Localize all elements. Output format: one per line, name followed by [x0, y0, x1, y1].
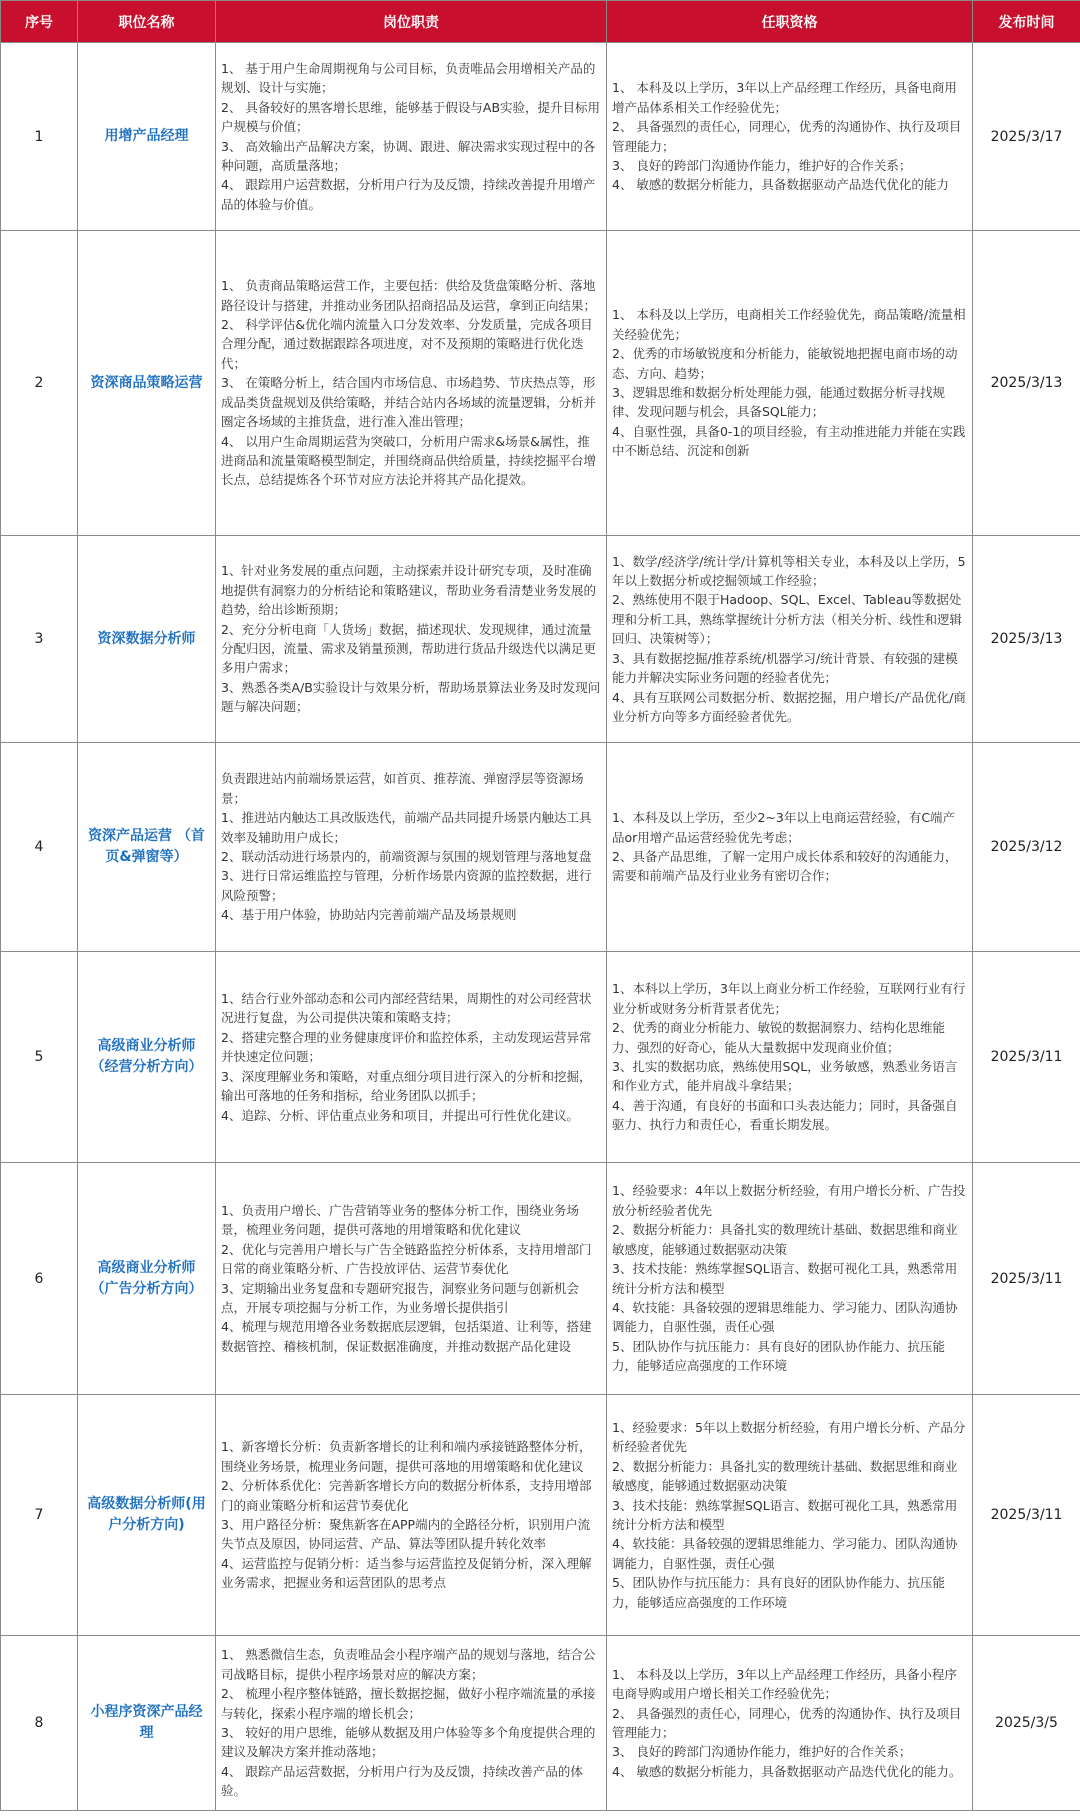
table-row — [1, 1395, 1080, 1636]
publish-date: 2025/3/13 — [973, 231, 1080, 536]
publish-date: 2025/3/5 — [973, 1636, 1080, 1811]
job-title: 小程序资深产品经理 — [78, 1636, 216, 1811]
job-duties: 1、 熟悉微信生态，负责唯品会小程序端产品的规划与落地，结合公司战略目标，提供小程序场景对应的解决方案； 2、 梳理小程序整体链路，擅长数据挖掘，做好小程序端流量的承接与转化，探索小程序端的增长机会； 3、 较好的用户思维，能够从数据及用户体验等多个角度提供合理的建议及解决方案并推动落地； 4、 跟踪产品运营数据，分析用户行为及反馈，持续改善产品的体验。 — [216, 1636, 607, 1811]
job-duties: 1、新客增长分析：负责新客增长的让利和端内承接链路整体分析，围绕业务场景，梳理业务问题，提供可落地的用增策略和优化建议 2、分析体系优化：完善新客增长方向的数据分析体系，支持用增部门的商业策略分析和运营节奏优化 3、用户路径分析：聚焦新客在APP端内的全路径分析，识别用户流失节点及原因，协同运营、产品、算法等团队提升转化效率 4、运营监控与促销分析：适当参与运营监控及促销分析，深入理解业务需求，把握业务和运营团队的思考点 — [216, 1395, 607, 1636]
row-index: 7 — [1, 1395, 78, 1636]
job-duties: 1、 基于用户生命周期视角与公司目标，负责唯品会用增相关产品的规划、设计与实施； 2、 具备较好的黑客增长思维，能够基于假设与AB实验，提升目标用户规模与价值； 3、 高效输出产品解决方案，协调、跟进、解决需求实现过程中的各种问题，高质量落地； 4、 跟踪用户运营数据，分析用户行为及反馈，持续改善提升用增产品的体验与价值。 — [216, 43, 607, 231]
job-duties: 1、结合行业外部动态和公司内部经营结果，周期性的对公司经营状况进行复盘，为公司提供决策和策略支持； 2、搭建完整合理的业务健康度评价和监控体系，主动发现运营异常并快速定位问题； 3、深度理解业务和策略，对重点细分项目进行深入的分析和挖掘，输出可落地的任务和指标，给业务团队以抓手； 4、追踪、分析、评估重点业务和项目，并提出可行性优化建议。 — [216, 952, 607, 1163]
header-requirements: 任职资格 — [607, 1, 973, 43]
row-index: 4 — [1, 743, 78, 952]
job-duties: 1、针对业务发展的重点问题，主动探索并设计研究专项，及时准确地提供有洞察力的分析结论和策略建议，帮助业务看清楚业务发展的趋势，给出诊断预期； 2、充分分析电商「人货场」数据，描述现状、发现规律，通过流量分配归因，流量、需求及销量预测，帮助进行货品升级迭代以满足更多用户需求； 3、熟悉各类A/B实验设计与效果分析，帮助场景算法业务及时发现问题与解决问题； — [216, 536, 607, 743]
job-requirements: 1、本科及以上学历，至少2~3年以上电商运营经验，有C端产品or用增产品运营经验优先考虑； 2、具备产品思维，了解一定用户成长体系和较好的沟通能力，需要和前端产品及行业业务有密切合作； — [607, 743, 973, 952]
job-title: 资深数据分析师 — [78, 536, 216, 743]
job-title: 用增产品经理 — [78, 43, 216, 231]
job-duties: 负责跟进站内前端场景运营，如首页、推荐流、弹窗浮层等资源场景； 1、推进站内触达工具改版迭代，前端产品共同提升场景内触达工具效率及辅助用户成长； 2、联动活动进行场景内的，前端资源与氛围的规划管理与落地复盘 3、进行日常运维监控与管理，分析作场景内资源的监控数据，进行风险预警； 4、基于用户体验，协助站内完善前端产品及场景规则 — [216, 743, 607, 952]
publish-date: 2025/3/11 — [973, 952, 1080, 1163]
job-requirements: 1、经验要求：5年以上数据分析经验，有用户增长分析、产品分析经验者优先 2、数据分析能力：具备扎实的数理统计基础、数据思维和商业敏感度，能够通过数据驱动决策 3、技术技能：熟练掌握SQL语言、数据可视化工具，熟悉常用统计分析方法和模型 4、软技能：具备较强的逻辑思维能力、学习能力、团队沟通协调能力，自驱性强，责任心强 5、团队协作与抗压能力：具有良好的团队协作能力、抗压能力，能够适应高强度的工作环境 — [607, 1395, 973, 1636]
job-title: 高级商业分析师 （经营分析方向） — [78, 952, 216, 1163]
row-index: 1 — [1, 43, 78, 231]
job-title: 资深商品策略运营 — [78, 231, 216, 536]
job-requirements: 1、本科以上学历，3年以上商业分析工作经验，互联网行业有行业分析或财务分析背景者优先； 2、优秀的商业分析能力、敏锐的数据洞察力、结构化思维能力、强烈的好奇心，能从大量数据中发现商业价值； 3、扎实的数据功底，熟练使用SQL，业务敏感，熟悉业务语言和作业方式，能并肩战斗拿结果； 4、善于沟通，有良好的书面和口头表达能力；同时，具备强自驱力、执行力和责任心，看重长期发展。 — [607, 952, 973, 1163]
header-date: 发布时间 — [973, 1, 1080, 43]
job-title: 资深产品运营 （首页&弹窗等） — [78, 743, 216, 952]
table-row — [1, 1636, 1080, 1811]
publish-date: 2025/3/12 — [973, 743, 1080, 952]
table-row — [1, 536, 1080, 743]
job-requirements: 1、 本科及以上学历，3年以上产品经理工作经历，具备电商用增产品体系相关工作经验优先； 2、 具备强烈的责任心，同理心，优秀的沟通协作、执行及项目管理能力； 3、 良好的跨部门沟通协作能力，维护好的合作关系； 4、 敏感的数据分析能力，具备数据驱动产品迭代优化的能力 — [607, 43, 973, 231]
table-row — [1, 231, 1080, 536]
header-position: 职位名称 — [78, 1, 216, 43]
row-index: 8 — [1, 1636, 78, 1811]
job-requirements: 1、数学/经济学/统计学/计算机等相关专业，本科及以上学历，5年以上数据分析或挖掘领域工作经验； 2、熟练使用不限于Hadoop、SQL、Excel、Tableau等数据处理和分析工具，熟练掌握统计分析方法（相关分析、线性和逻辑回归、决策树等）； 3、具有数据挖掘/推荐系统/机器学习/统计背景、有较强的建模能力并解决实际业务问题的经验者优先； 4、具有互联网公司数据分析、数据挖掘，用户增长/产品优化/商业分析方向等多方面经验者优先。 — [607, 536, 973, 743]
job-title: 高级数据分析师(用户分析方向) — [78, 1395, 216, 1636]
publish-date: 2025/3/17 — [973, 43, 1080, 231]
job-requirements: 1、经验要求：4年以上数据分析经验，有用户增长分析、广告投放分析经验者优先 2、数据分析能力：具备扎实的数理统计基础、数据思维和商业敏感度，能够通过数据驱动决策 3、技术技能：熟练掌握SQL语言、数据可视化工具，熟悉常用统计分析方法和模型 4、软技能：具备较强的逻辑思维能力、学习能力、团队沟通协调能力，自驱性强，责任心强 5、团队协作与抗压能力：具有良好的团队协作能力、抗压能力，能够适应高强度的工作环境 — [607, 1163, 973, 1395]
publish-date: 2025/3/11 — [973, 1395, 1080, 1636]
header-index: 序号 — [1, 1, 78, 43]
job-duties: 1、 负责商品策略运营工作，主要包括：供给及货盘策略分析、落地路径设计与搭建，并推动业务团队招商招品及运营，拿到正向结果； 2、 科学评估&优化端内流量入口分发效率、分发质量，完成各项目合理分配，通过数据跟踪各项进度，对不及预期的策略进行优化迭代； 3、 在策略分析上，结合国内市场信息、市场趋势、节庆热点等，形成品类货盘规划及供给策略，并结合站内各场域的流量逻辑，分析并圈定各场域的主推货盘，进行准入准出管理； 4、 以用户生命周期运营为突破口，分析用户需求&场景&属性，推进商品和流量策略模型制定，并围绕商品供给质量，持续挖掘平台增长点，总结提炼各个环节对应方法论并将其产品化提效。 — [216, 231, 607, 536]
table-row — [1, 43, 1080, 231]
job-title: 高级商业分析师 （广告分析方向） — [78, 1163, 216, 1395]
job-requirements: 1、 本科及以上学历，3年以上产品经理工作经历，具备小程序电商导购或用户增长相关工作经验优先； 2、 具备强烈的责任心，同理心，优秀的沟通协作、执行及项目管理能力； 3、 良好的跨部门沟通协作能力，维护好的合作关系； 4、 敏感的数据分析能力，具备数据驱动产品迭代优化的能力。 — [607, 1636, 973, 1811]
table-row — [1, 1163, 1080, 1395]
job-duties: 1、负责用户增长、广告营销等业务的整体分析工作，围绕业务场景，梳理业务问题，提供可落地的用增策略和优化建议 2、优化与完善用户增长与广告全链路监控分析体系，支持用增部门日常的商业策略分析、广告投放评估、运营节奏优化 3、定期输出业务复盘和专题研究报告，洞察业务问题与创新机会点，开展专项挖掘与分析工作，为业务增长提供指引 4、梳理与规范用增各业务数据底层逻辑，包括渠道、让利等，搭建数据管控、稽核机制，保证数据准确度，并推动数据产品化建设 — [216, 1163, 607, 1395]
header-duties: 岗位职责 — [216, 1, 607, 43]
publish-date: 2025/3/13 — [973, 536, 1080, 743]
table-header-row — [1, 1, 1080, 43]
row-index: 3 — [1, 536, 78, 743]
table-row — [1, 743, 1080, 952]
row-index: 5 — [1, 952, 78, 1163]
publish-date: 2025/3/11 — [973, 1163, 1080, 1395]
job-requirements: 1、 本科及以上学历，电商相关工作经验优先，商品策略/流量相关经验优先； 2、优秀的市场敏锐度和分析能力，能敏锐地把握电商市场的动态、方向、趋势； 3、逻辑思维和数据分析处理能力强，能通过数据分析寻找规律、发现问题与机会，具备SQL能力； 4、自驱性强，具备0-1的项目经验，有主动推进能力并能在实践中不断总结、沉淀和创新 — [607, 231, 973, 536]
row-index: 2 — [1, 231, 78, 536]
row-index: 6 — [1, 1163, 78, 1395]
table-row — [1, 952, 1080, 1163]
